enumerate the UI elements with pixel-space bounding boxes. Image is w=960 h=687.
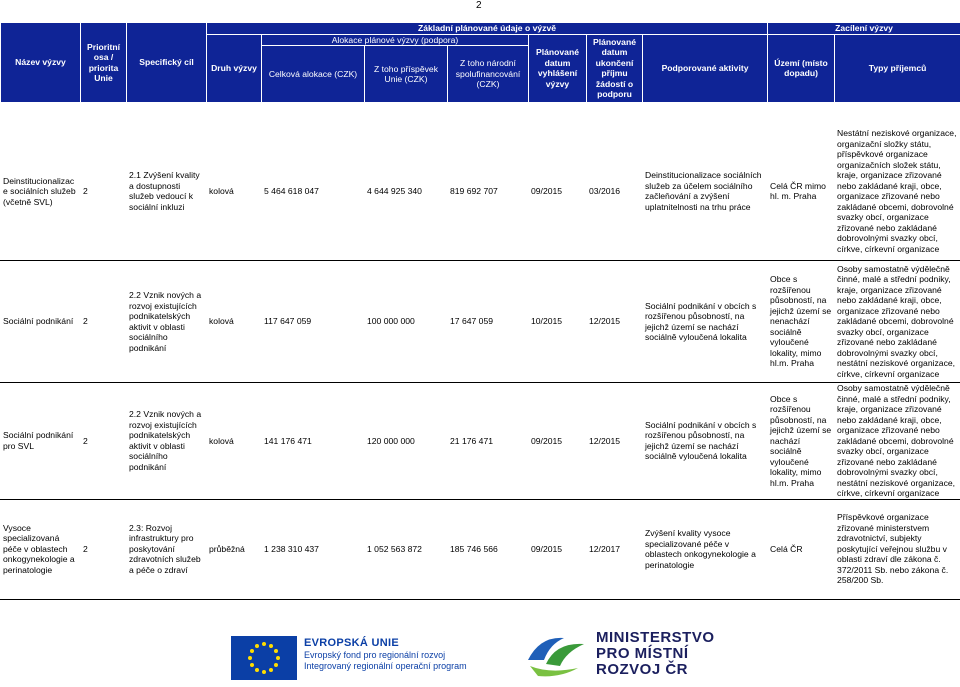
deadline-date: 03/2016 — [587, 123, 643, 261]
national-cofinancing: 819 692 707 — [448, 123, 529, 261]
total-allocation: 117 647 059 — [262, 261, 365, 383]
ministry-mark-icon — [520, 630, 592, 682]
ministry-logo — [520, 630, 730, 682]
deadline-date: 12/2015 — [587, 383, 643, 500]
call-name: Sociální podnikání — [1, 261, 81, 383]
eu-contribution: 4 644 925 340 — [365, 123, 448, 261]
ministry-line-3: ROZVOJ ČR — [596, 662, 715, 678]
territory: Obce s rozšířenou působností, na jejichž území se nenachází sociálně vyloučené lokality, mimo hl.m. Praha — [768, 261, 835, 383]
announce-date: 09/2015 — [529, 123, 587, 261]
call-type: kolová — [207, 123, 262, 261]
call-plan-table — [0, 22, 960, 600]
header-eu: Z toho příspěvek Unie (CZK) — [365, 46, 448, 103]
eu-contribution: 120 000 000 — [365, 383, 448, 500]
territory: Obce s rozšířenou působností, na jejichž území se nachází sociálně vyloučené lokality, mimo hl.m. Praha — [768, 383, 835, 500]
ministry-line-2: PRO MÍSTNÍ — [596, 646, 715, 662]
header-announce: Plánované datum vyhlášení výzvy — [529, 34, 587, 103]
table-row — [1, 383, 960, 500]
spacer — [1, 103, 960, 123]
deadline-date: 12/2015 — [587, 261, 643, 383]
recipient-types: Nestátní neziskové organizace, organizační složky státu, příspěvkové organizace organizačních složek státu, kraje, organizace zřizované nebo zakládané kraji, obce, organizace zřizované nebo zakládané obcemi, dobrovolné svazky obcí, organizace zřizované nebo zakládané dobrovolnými svazky obcí, církve, církevní organizace — [835, 123, 960, 261]
call-name: Sociální podnikání pro SVL — [1, 383, 81, 500]
header-activities: Podporované aktivity — [643, 34, 768, 103]
eu-flag-icon — [231, 636, 297, 680]
header-name: Název výzvy — [1, 23, 81, 103]
header-objective: Specifický cíl — [127, 23, 207, 103]
call-type: kolová — [207, 261, 262, 383]
deadline-date: 12/2017 — [587, 499, 643, 599]
total-allocation: 5 464 618 047 — [262, 123, 365, 261]
header-priority: Prioritní osa / priorita Unie — [81, 23, 127, 103]
eu-text — [304, 637, 534, 672]
specific-objective: 2.2 Vznik nových a rozvoj existujících podnikatelských aktivit v oblasti sociálního podnikání — [127, 383, 207, 500]
call-name: Vysoce specializovaná péče v oblastech onkogynekologie a perinatologie — [1, 499, 81, 599]
national-cofinancing: 21 176 471 — [448, 383, 529, 500]
territory: Celá ČR mimo hl. m. Praha — [768, 123, 835, 261]
total-allocation: 1 238 310 437 — [262, 499, 365, 599]
announce-date: 09/2015 — [529, 499, 587, 599]
ministry-line-1: MINISTERSTVO — [596, 630, 715, 646]
header-group-main: Základní plánované údaje o výzvě — [207, 23, 768, 35]
eu-logo — [231, 636, 531, 680]
call-type: kolová — [207, 383, 262, 500]
national-cofinancing: 17 647 059 — [448, 261, 529, 383]
eu-title: EVROPSKÁ UNIE — [304, 637, 534, 650]
specific-objective: 2.1 Zvýšení kvality a dostupnosti služeb vedoucí k sociální inkluzi — [127, 123, 207, 261]
supported-activities: Zvýšení kvality vysoce specializované péče v oblastech onkogynekologie a perinatologie — [643, 499, 768, 599]
header-group-allocation: Alokace plánové výzvy (podpora) — [262, 34, 529, 46]
specific-objective: 2.2 Vznik nových a rozvoj existujících podnikatelských aktivit v oblasti sociálního podnikání — [127, 261, 207, 383]
supported-activities: Deinstitucionalizace sociálních služeb za účelem sociálního začleňování a zvýšení uplatnitelnosti na trhu práce — [643, 123, 768, 261]
call-name: Deinstitucionalizace sociálních služeb (včetně SVL) — [1, 123, 81, 261]
territory: Celá ČR — [768, 499, 835, 599]
priority-axis: 2 — [81, 261, 127, 383]
specific-objective: 2.3: Rozvoj infrastruktury pro poskytování zdravotních služeb a péče o zdraví — [127, 499, 207, 599]
table-row — [1, 123, 960, 261]
eu-contribution: 100 000 000 — [365, 261, 448, 383]
recipient-types: Osoby samostatně výdělečně činné, malé a střední podniky, kraje, organizace zřizované nebo zakládané kraji, obce, organizace zřizované nebo zakládané obcemi, dobrovolné svazky obcí, organizace zřizované nebo zakládané dobrovolnými svazky obcí, nestátní neziskové organizace, církve, církevní organizace — [835, 383, 960, 500]
eu-contribution: 1 052 563 872 — [365, 499, 448, 599]
priority-axis: 2 — [81, 123, 127, 261]
call-type: průběžná — [207, 499, 262, 599]
announce-date: 10/2015 — [529, 261, 587, 383]
table-row — [1, 261, 960, 383]
priority-axis: 2 — [81, 499, 127, 599]
header-national: Z toho národní spolufinancování (CZK) — [448, 46, 529, 103]
footer-logos — [0, 628, 960, 684]
national-cofinancing: 185 746 566 — [448, 499, 529, 599]
header-territory: Území (místo dopadu) — [768, 34, 835, 103]
supported-activities: Sociální podnikání v obcích s rozšířenou působností, na jejichž území se nachází sociálně vyloučená lokalita — [643, 261, 768, 383]
eu-programme: Integrovaný regionální operační program — [304, 661, 534, 672]
recipient-types: Osoby samostatně výdělečně činné, malé a střední podniky, kraje, organizace zřizované nebo zakládané kraji, obce, organizace zřizované nebo zakládané obcemi, dobrovolné svazky obcí, organizace zřizované nebo zakládané dobrovolnými svazky obcí, nestátní neziskové organizace, církve, církevní organizace — [835, 261, 960, 383]
header-group-targeting: Zacílení výzvy — [768, 23, 960, 35]
header-deadline: Plánované datum ukončení příjmu žádostí o podporu — [587, 34, 643, 103]
recipient-types: Příspěvkové organizace zřizované ministerstvem zdravotnictví, subjekty poskytující veřejnou službu v oblasti zdraví dle zákona č. 372/2011 Sb. nebo zákona č. 258/200 Sb. — [835, 499, 960, 599]
priority-axis: 2 — [81, 383, 127, 500]
header-total: Celková alokace (CZK) — [262, 46, 365, 103]
page-number: 2 — [476, 0, 482, 11]
header-type: Druh výzvy — [207, 34, 262, 103]
eu-fund: Evropský fond pro regionální rozvoj — [304, 650, 534, 661]
ministry-text — [596, 630, 715, 678]
table-row — [1, 499, 960, 599]
total-allocation: 141 176 471 — [262, 383, 365, 500]
header-recipients: Typy příjemců — [835, 34, 960, 103]
supported-activities: Sociální podnikání v obcích s rozšířenou působností, na jejichž území se nachází sociálně vyloučená lokalita — [643, 383, 768, 500]
announce-date: 09/2015 — [529, 383, 587, 500]
